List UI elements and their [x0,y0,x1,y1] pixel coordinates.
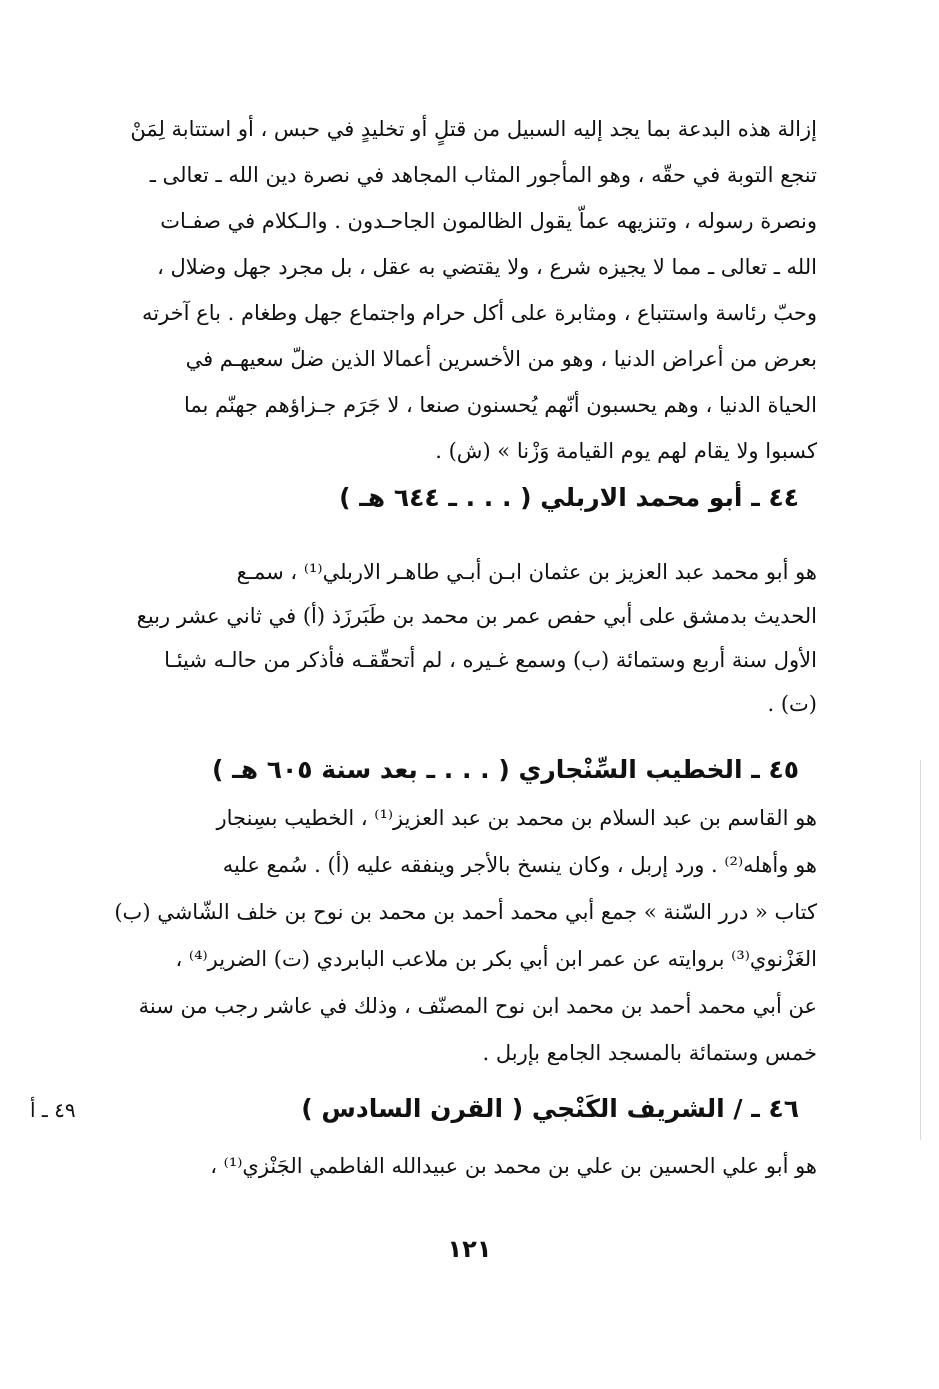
text-line: هو أبو محمد عبد العزيز بن عثمان ابـن أبـي طاهـر الاربلي⁽¹⁾ ، سمـع [236,560,817,584]
entry-heading: ٤٦ ـ / الشريف الكَنْجي ( القرن السادس ) [301,1094,799,1123]
text-line: الأول سنة أربع وستمائة (ب) وسمع غـيره ، لم أتحقّقـه فأذكر من حالـه شيئـا [164,648,817,672]
entry-heading: ٤٥ ـ الخطيب السِّنْجاري ( . . . ـ بعد سنة ٦٠٥ هـ ) [212,755,799,784]
text-line: خمس وستمائة بالمسجد الجامع بإربل . [482,1041,817,1065]
text-line: الله ـ تعالى ـ مما لا يجيزه شرع ، ولا يقتضي به عقل ، بل مجرد جهل وضلال ، [157,255,817,279]
manuscript-folio-note: ٤٩ ـ أ [30,1098,76,1122]
text-line: (ت) . [767,692,817,716]
page-number: ١٢١ [447,1235,492,1263]
text-line: بعرض من أعراض الدنيا ، وهو من الأخسرين أعمالا الذين ضلّ سعيهـم في [185,347,817,371]
text-line: إزالة هذه البدعة بما يجد إليه السبيل من قتلٍ أو تخليدٍ في حبس ، أو استتابة لِمَنْ [130,117,817,141]
text-line: ونصرة رسوله ، وتنزيهه عماّ يقول الظالمون الجاحـدون . والـكلام في صفـات [160,209,817,233]
text-line: عن أبي محمد أحمد بن محمد ابن نوح المصنّف ، وذلك في عاشر رجب من سنة [138,994,817,1018]
entry-body [117,562,817,715]
entry-heading: ٤٤ ـ أبو محمد الاربلي ( . . . ـ ٦٤٤ هـ ) [339,483,799,512]
text-line: كسبوا ولا يقام لهم يوم القيامة وَزْنا » (ش) . [435,439,817,463]
text-line: هو أبو علي الحسين بن علي بن محمد بن عبيدالله الفاطمي الجَنْزي⁽¹⁾ ، [210,1154,817,1178]
text-line: تنجع التوبة في حقّه ، وهو المأجور المثاب المجاهد في نصرة دين الله ـ تعالى ـ [149,163,817,187]
text-line: وحبّ رئاسة واستتباع ، ومثابرة على أكل حرام واجتماع جهل وطغام . باع آخرته [141,301,817,325]
entry-body [117,1156,817,1177]
text-line: الغَزْنوي⁽³⁾ بروايته عن عمر ابن أبي بكر بن ملاعب البابردي (ت) الضرير⁽⁴⁾ ، [175,947,817,971]
text-line: هو وأهله⁽²⁾ . ورد إربل ، وكان ينسخ بالأجر وينفقه عليه (أ) . سُمع عليه [222,853,817,877]
entry-body [114,806,817,1065]
page-edge-line [920,760,921,1140]
text-line: كتاب « درر السّنة » جمع أبي محمد أحمد بن محمد بن نوح بن خلف الشّاشي (ب) [114,900,817,924]
intro-paragraph [117,119,817,462]
text-line: هو القاسم بن عبد السلام بن محمد بن عبد العزيز⁽¹⁾ ، الخطيب بسِنجار [216,806,817,830]
text-line: الحديث بدمشق على أبي حفص عمر بن محمد بن طَبَرزَذ (أ) في ثاني عشر ربيع [136,604,817,628]
text-line: الحياة الدنيا ، وهم يحسبون أنّهم يُحسنون صنعا ، لا جَرَم جـزاؤهم جهنّم بما [183,393,817,417]
